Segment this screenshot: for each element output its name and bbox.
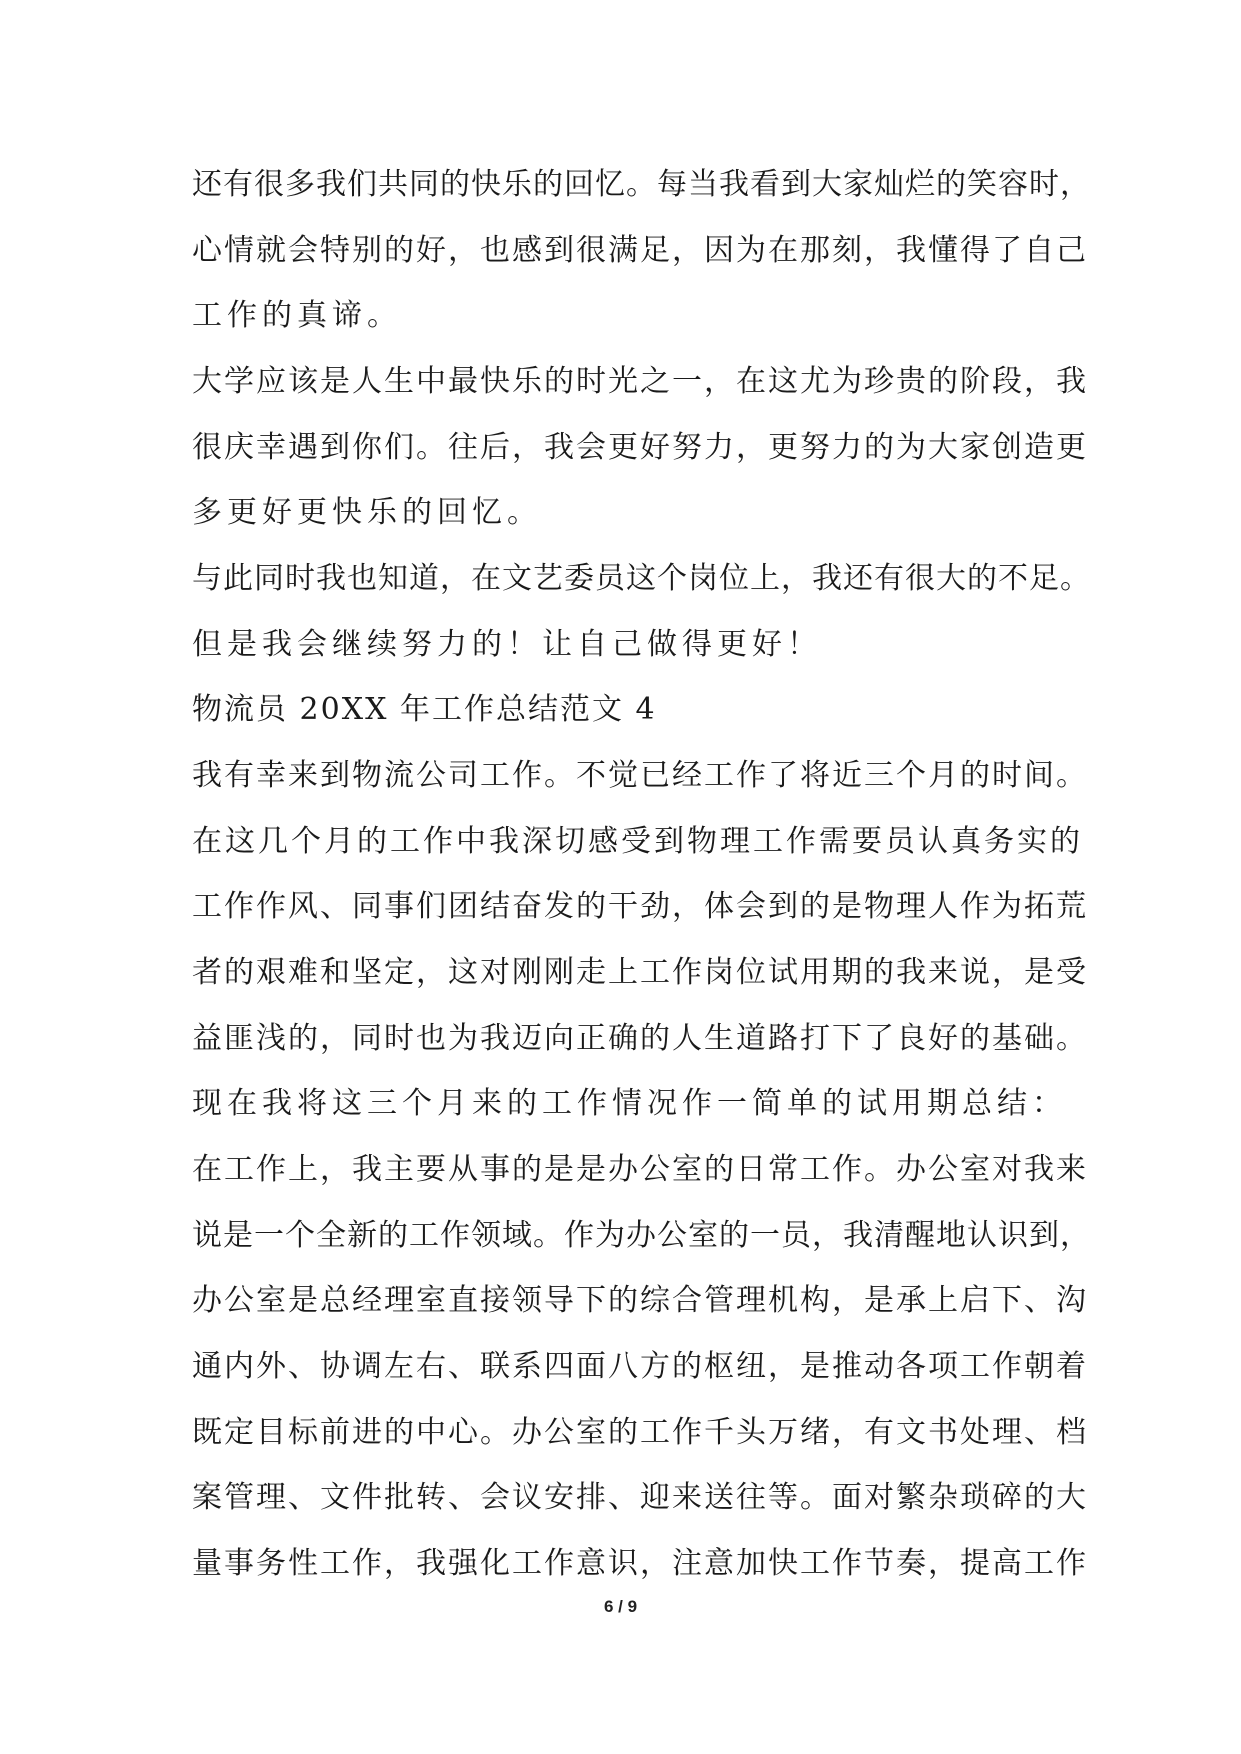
- body-text-line: 大学应该是人生中最快乐的时光之一，在这尤为珍贵的阶段，我: [192, 364, 1088, 399]
- body-text-line: 很庆幸遇到你们。往后，我会更好努力，更努力的为大家创造更: [192, 430, 1088, 465]
- body-text-line: 在工作上，我主要从事的是是办公室的日常工作。办公室对我来: [192, 1152, 1088, 1187]
- section-heading: 物流员 20XX 年工作总结范文 4: [192, 692, 657, 727]
- body-text-line: 案管理、文件批转、会议安排、迎来送往等。面对繁杂琐碎的大: [192, 1480, 1088, 1515]
- body-text-line: 工作的真谛。: [192, 298, 402, 333]
- page-number: 6 / 9: [603, 1597, 638, 1616]
- body-text-line: 还有很多我们共同的快乐的回忆。每当我看到大家灿烂的笑容时，: [192, 167, 1091, 202]
- body-text-line: 通内外、协调左右、联系四面八方的枢纽，是推动各项工作朝着: [192, 1349, 1088, 1384]
- body-text-line: 益匪浅的，同时也为我迈向正确的人生道路打下了良好的基础。: [192, 1021, 1088, 1056]
- body-text-line: 但是我会继续努力的！让自己做得更好！: [192, 627, 822, 662]
- body-text-line: 说是一个全新的工作领域。作为办公室的一员，我清醒地认识到，: [192, 1218, 1091, 1253]
- body-text-line: 量事务性工作，我强化工作意识，注意加快工作节奏，提高工作: [192, 1546, 1088, 1581]
- body-text-line: 我有幸来到物流公司工作。不觉已经工作了将近三个月的时间。: [192, 758, 1088, 793]
- body-text-line: 现在我将这三个月来的工作情况作一简单的试用期总结：: [192, 1086, 1067, 1121]
- body-text-line: 工作作风、同事们团结奋发的干劲，体会到的是物理人作为拓荒: [192, 889, 1088, 924]
- body-text-line: 与此同时我也知道，在文艺委员这个岗位上，我还有很大的不足。: [192, 561, 1091, 596]
- body-text-line: 在这几个月的工作中我深切感受到物理工作需要员认真务实的: [192, 824, 1083, 859]
- body-text-line: 者的艰难和坚定，这对刚刚走上工作岗位试用期的我来说，是受: [192, 955, 1088, 990]
- body-text-line: 心情就会特别的好，也感到很满足，因为在那刻，我懂得了自己: [192, 233, 1088, 268]
- body-text-line: 多更好更快乐的回忆。: [192, 495, 542, 530]
- body-text-line: 既定目标前进的中心。办公室的工作千头万绪，有文书处理、档: [192, 1415, 1088, 1450]
- body-text-line: 办公室是总经理室直接领导下的综合管理机构，是承上启下、沟: [192, 1283, 1088, 1318]
